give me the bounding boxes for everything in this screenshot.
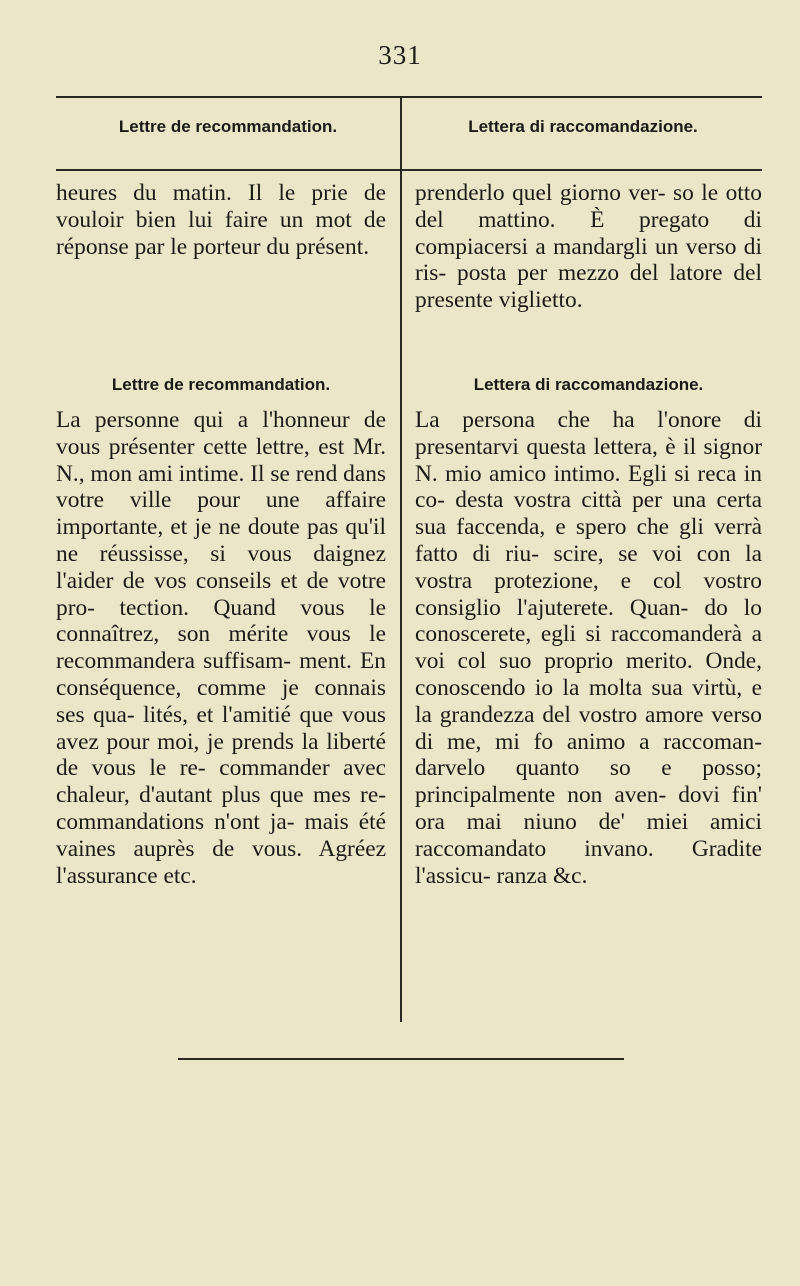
lower-left-title: Lettre de recommandation. xyxy=(111,375,331,394)
header-right: Lettera di raccomandazione. xyxy=(468,117,698,136)
upper-left-paragraph: heures du matin. Il le prie de vouloir bien lui faire un mot de réponse par le porteur du présent. xyxy=(56,180,386,260)
upper-right-paragraph: prenderlo quel giorno ver- so le otto del mattino. È pregato di compiacersi a mandargli un verso di ris- posta per mezzo del latore del presente viglietto. xyxy=(415,180,762,314)
upper-right-column xyxy=(415,180,762,314)
page-number: 331 xyxy=(378,40,422,70)
lower-left-column xyxy=(56,407,386,889)
lower-right-paragraph: La persona che ha l'onore di presentarvi questa lettera, è il signor N. mio amico intimo. Egli si reca in co- desta vostra città per una certa sua faccenda, e spero che gli verrà fatto di riu- scire, se voi con la vostra protezione, e col vostro consiglio l'ajuterete. Quan- do lo conoscerete, egli si raccomanderà a voi col suo proprio merito. Onde, conoscendo io la molta sua virtù, e la grandezza del vostro amore verso di me, mi fo animo a raccoman- darvelo quanto so e posso; principalmente non aven- dovi fin' ora mai niuno de' miei amici raccomandato invano. Gradite l'assicu- ranza &c. xyxy=(415,407,762,889)
lower-right-title: Lettera di raccomandazione. xyxy=(473,375,704,394)
lower-left-paragraph: La personne qui a l'honneur de vous présenter cette lettre, est Mr. N., mon ami intime. Il se rend dans votre ville pour une affaire importante, et je ne doute pas qu'il ne réussisse, si vous daignez l'aider de vos conseils et de votre pro- tection. Quand vous le connaîtrez, son mérite vous le recommandera suffisam- ment. En conséquence, comme je connais ses qua- lités, et l'amitié que vous avez pour moi, je prends la liberté de vous le re- commander avec chaleur, d'autant plus que mes re- commandations n'ont ja- mais été vaines auprès de vous. Agréez l'assurance etc. xyxy=(56,407,387,889)
lower-left-title-wrap xyxy=(56,372,386,399)
upper-left-column xyxy=(56,180,386,260)
header-left: Lettre de recommandation. xyxy=(118,117,338,136)
bottom-rule xyxy=(178,1058,624,1060)
header-rule xyxy=(56,169,762,171)
column-divider xyxy=(400,97,402,1022)
top-rule xyxy=(56,96,762,98)
lower-right-column xyxy=(415,407,762,889)
lower-right-title-wrap xyxy=(415,372,762,399)
